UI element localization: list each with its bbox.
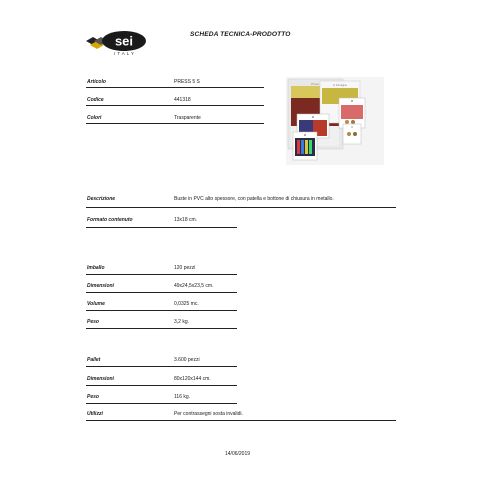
rule-utilizzi [86, 420, 396, 421]
rule-imballo [86, 274, 237, 275]
logo-subtitle: ITALY [114, 51, 136, 56]
footer-date: 14/06/2019 [225, 451, 251, 457]
value-dimensioni-1: 49x24,5x23,5 cm. [174, 283, 214, 289]
value-articolo: PRESS 5 S [174, 79, 200, 85]
value-codice: 441318 [174, 97, 191, 103]
rule-peso-2 [86, 403, 237, 404]
label-articolo: Articolo [87, 79, 106, 85]
rule-descrizione [86, 207, 396, 208]
value-descrizione: Buste in PVC alto spessore, con patella e bottone di chiusura in metallo. [174, 196, 334, 202]
label-pallet: Pallet [87, 357, 101, 363]
rule-colori [86, 123, 264, 124]
sei-logo [84, 27, 154, 69]
label-formato: Formato contenuto [87, 217, 133, 223]
rule-peso-1 [86, 328, 237, 329]
document-title: SCHEDA TECNICA-PRODOTTO [190, 31, 291, 38]
label-dimensioni-1: Dimensioni [87, 283, 114, 289]
rule-dimensioni-1 [86, 292, 237, 293]
rule-pallet [86, 366, 237, 367]
logo-wordmark: sei [114, 33, 134, 49]
label-descrizione: Descrizione [87, 196, 116, 202]
value-volume: 0,0325 mc. [174, 301, 199, 307]
value-pallet: 3.600 pezzi [174, 357, 200, 363]
rule-articolo [86, 87, 264, 88]
label-utilizzi: Utilizzi [87, 411, 103, 417]
rule-volume [86, 310, 237, 311]
value-peso-2: 116 kg. [174, 394, 191, 400]
value-imballo: 120 pezzi [174, 265, 196, 271]
label-peso-2: Peso [87, 394, 99, 400]
value-utilizzi: Per contrassegni sosta invalidi. [174, 411, 243, 417]
label-colori: Colori [87, 115, 102, 121]
sheet-label-small: In Immagine [333, 84, 347, 87]
label-volume: Volume [87, 301, 105, 307]
label-peso-1: Peso [87, 319, 99, 325]
value-peso-1: 3,2 kg. [174, 319, 190, 325]
label-dimensioni-2: Dimensioni [87, 376, 114, 382]
sheet-label-large: Press [311, 82, 319, 86]
rule-dimensioni-2 [86, 385, 237, 386]
value-dimensioni-2: 80x120x144 cm. [174, 376, 211, 382]
label-imballo: Imballo [87, 265, 105, 271]
label-codice: Codice [87, 97, 104, 103]
value-formato: 13x18 cm. [174, 217, 198, 223]
rule-formato [86, 227, 237, 228]
product-photo [285, 76, 385, 166]
value-colori: Trasparente [174, 115, 201, 121]
rule-codice [86, 105, 264, 106]
